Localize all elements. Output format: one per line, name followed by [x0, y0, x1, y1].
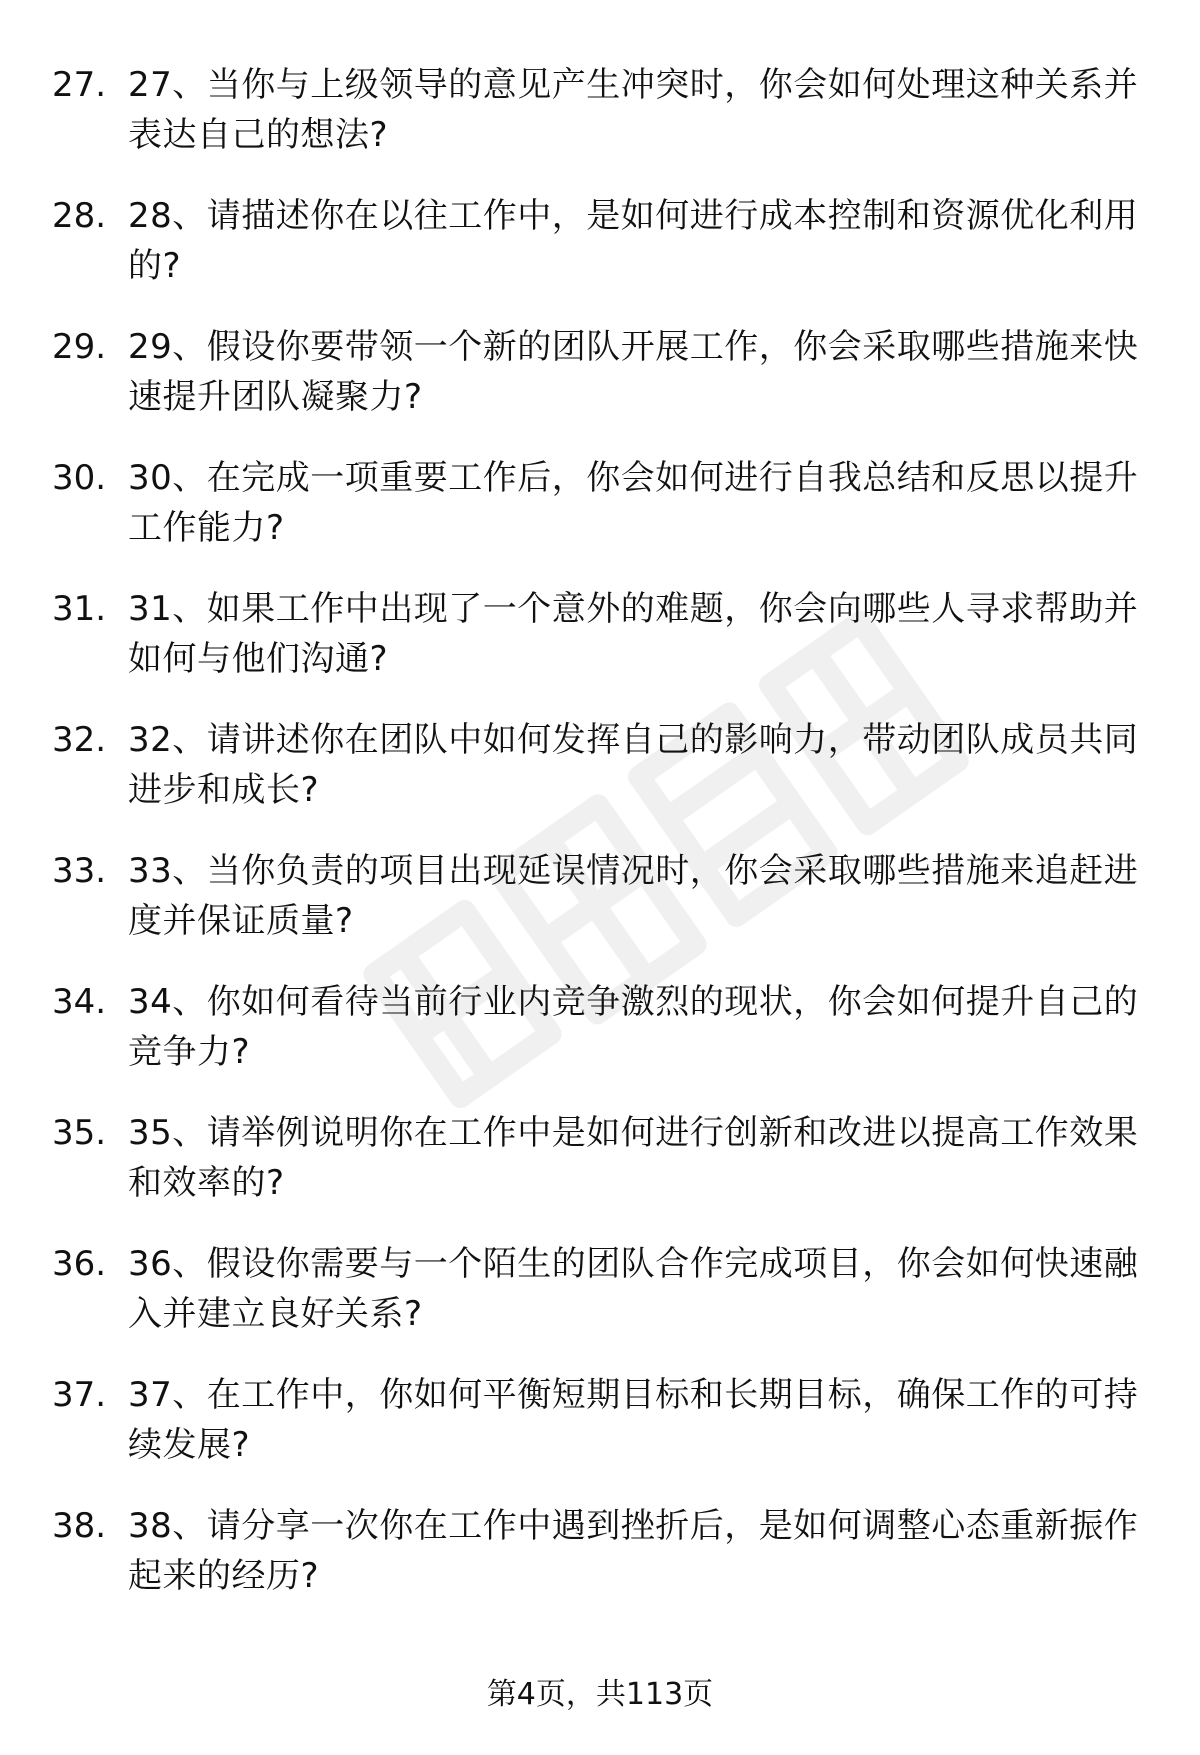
- question-text: 29、假设你要带领一个新的团队开展工作，你会采取哪些措施来快速提升团队凝聚力?: [128, 327, 1139, 417]
- list-item: [52, 1501, 1152, 1632]
- question-text: 34、你如何看待当前行业内竞争激烈的现状，你会如何提升自己的竞争力?: [128, 982, 1139, 1072]
- item-number: 36.: [52, 1244, 107, 1284]
- question-text: 31、如果工作中出现了一个意外的难题，你会向哪些人寻求帮助并如何与他们沟通?: [128, 589, 1139, 679]
- item-number: 35.: [52, 1113, 107, 1153]
- page-footer: 第4页，共113页: [486, 1677, 714, 1712]
- item-number: 33.: [52, 851, 107, 891]
- list-item: [52, 584, 1152, 715]
- list-item: [52, 60, 1152, 191]
- list-item: [52, 1239, 1152, 1370]
- item-number: 37.: [52, 1375, 107, 1415]
- question-text: 28、请描述你在以往工作中，是如何进行成本控制和资源优化利用的?: [128, 196, 1139, 286]
- item-number: 31.: [52, 589, 107, 629]
- question-text: 32、请讲述你在团队中如何发挥自己的影响力，带动团队成员共同进步和成长?: [128, 720, 1139, 810]
- item-number: 32.: [52, 720, 107, 760]
- list-item: [52, 191, 1152, 322]
- list-item: [52, 846, 1152, 977]
- item-number: 34.: [52, 982, 107, 1022]
- question-text: 37、在工作中，你如何平衡短期目标和长期目标，确保工作的可持续发展?: [128, 1375, 1139, 1465]
- question-text: 30、在完成一项重要工作后，你会如何进行自我总结和反思以提升工作能力?: [128, 458, 1139, 548]
- question-list: [52, 60, 1152, 1632]
- list-item: [52, 1370, 1152, 1501]
- question-text: 36、假设你需要与一个陌生的团队合作完成项目，你会如何快速融入并建立良好关系?: [128, 1244, 1139, 1334]
- list-item: [52, 977, 1152, 1108]
- item-number: 27.: [52, 65, 107, 105]
- question-text: 35、请举例说明你在工作中是如何进行创新和改进以提高工作效果和效率的?: [128, 1113, 1139, 1203]
- question-text: 38、请分享一次你在工作中遇到挫折后，是如何调整心态重新振作起来的经历?: [128, 1506, 1139, 1596]
- item-number: 38.: [52, 1506, 107, 1546]
- question-text: 33、当你负责的项目出现延误情况时，你会采取哪些措施来追赶进度并保证质量?: [128, 851, 1139, 941]
- list-item: [52, 1108, 1152, 1239]
- list-item: [52, 715, 1152, 846]
- item-number: 29.: [52, 327, 107, 367]
- list-item: [52, 322, 1152, 453]
- item-number: 30.: [52, 458, 107, 498]
- list-item: [52, 453, 1152, 584]
- question-text: 27、当你与上级领导的意见产生冲突时，你会如何处理这种关系并表达自己的想法?: [128, 65, 1139, 155]
- item-number: 28.: [52, 196, 107, 236]
